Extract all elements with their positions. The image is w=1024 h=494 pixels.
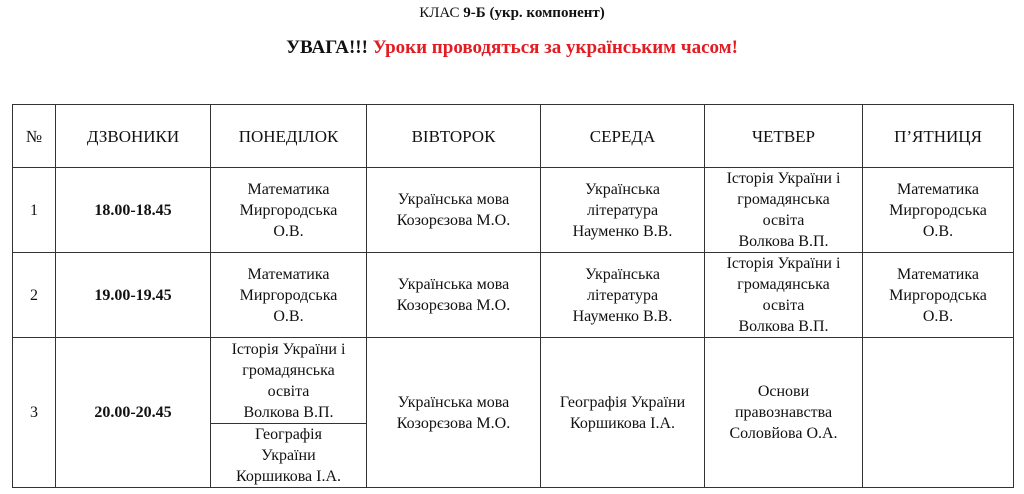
monday-cell: Математика Миргородська О.В. <box>211 253 367 338</box>
col-number: № <box>13 105 56 168</box>
friday-cell: Математика Миргородська О.В. <box>863 253 1014 338</box>
col-wednesday: СЕРЕДА <box>541 105 705 168</box>
wednesday-cell: Українська література Науменко В.В. <box>541 168 705 253</box>
col-tuesday: ВІВТОРОК <box>367 105 541 168</box>
lesson-time: 18.00-18.45 <box>56 168 211 253</box>
tuesday-cell: Українська мова Козорєзова М.О. <box>367 168 541 253</box>
table-row <box>13 168 1014 253</box>
lesson-number: 2 <box>13 253 56 338</box>
thursday-cell: Історія України і громадянська освіта Волкова В.П. <box>705 168 863 253</box>
lesson-number: 3 <box>13 338 56 488</box>
thursday-cell: Історія України і громадянська освіта Волкова В.П. <box>705 253 863 338</box>
thursday-cell: Основи правознавства Соловйова О.А. <box>705 338 863 488</box>
monday-subcell-a: Історія України і громадянська освіта Волкова В.П. <box>211 338 366 424</box>
tuesday-cell: Українська мова Козорєзова М.О. <box>367 338 541 488</box>
tuesday-cell: Українська мова Козорєзова М.О. <box>367 253 541 338</box>
table-row <box>13 338 1014 488</box>
table-row <box>13 253 1014 338</box>
class-prefix: КЛАС <box>419 5 464 21</box>
class-title <box>0 5 1024 22</box>
col-thursday: ЧЕТВЕР <box>705 105 863 168</box>
monday-cell: Математика Миргородська О.В. <box>211 168 367 253</box>
class-name: 9-Б (укр. компонент) <box>463 5 605 21</box>
schedule-table <box>12 104 1014 488</box>
friday-cell <box>863 338 1014 488</box>
notice-prefix: УВАГА!!! <box>286 37 373 58</box>
notice <box>0 37 1024 59</box>
col-friday: П’ЯТНИЦЯ <box>863 105 1014 168</box>
lesson-time: 20.00-20.45 <box>56 338 211 488</box>
header-row <box>13 105 1014 168</box>
wednesday-cell: Географія України Коршикова І.А. <box>541 338 705 488</box>
wednesday-cell: Українська література Науменко В.В. <box>541 253 705 338</box>
friday-cell: Математика Миргородська О.В. <box>863 168 1014 253</box>
monday-subcell-b: Географія України Коршикова І.А. <box>235 426 342 485</box>
lesson-time: 19.00-19.45 <box>56 253 211 338</box>
notice-text: Уроки проводяться за українським часом! <box>372 37 738 58</box>
col-monday: ПОНЕДІЛОК <box>211 105 367 168</box>
monday-cell <box>211 338 367 488</box>
col-bells: ДЗВОНИКИ <box>56 105 211 168</box>
lesson-number: 1 <box>13 168 56 253</box>
